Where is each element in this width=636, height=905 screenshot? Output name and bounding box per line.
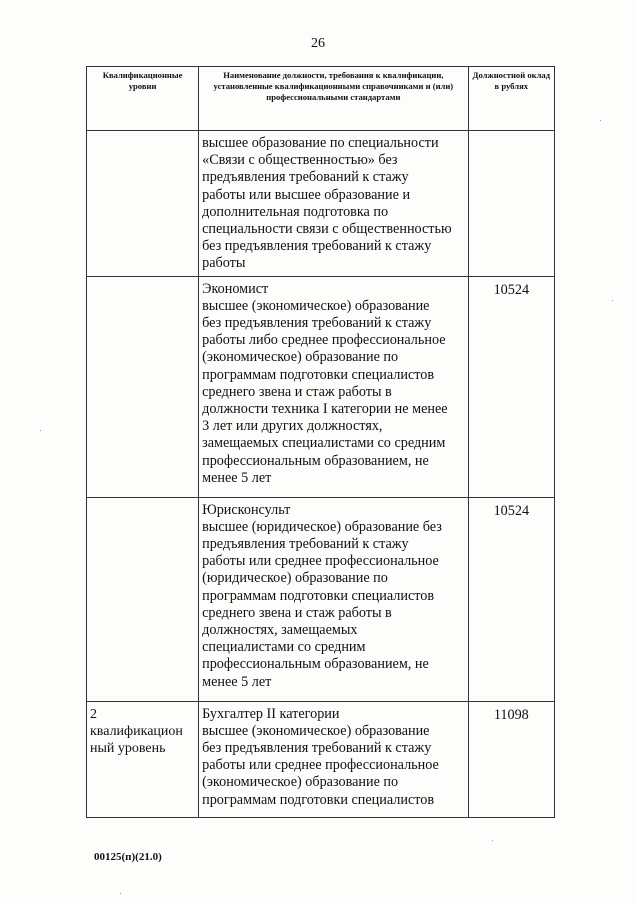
- scan-speck: [40, 430, 41, 431]
- salary-cell: [468, 131, 554, 277]
- salary-value: 10524: [493, 502, 530, 519]
- description-cell: Экономист высшее (экономическое) образование без предъявления требований к стажу работы либо среднее профессиональное (экономическое) образование по программам подготовки специалистов среднего звена и стаж работы в должности техника I категории не менее 3 лет или других должностях, замещаемых специалистами со средним профессиональным образованием, не менее 5 лет: [199, 276, 468, 497]
- header-position-requirements: Наименование должности, требования к квалификации, установленные квалификационными справочниками и (или) профессиональными стандартами: [199, 67, 468, 131]
- scan-speck: [492, 840, 493, 841]
- scan-speck: [612, 300, 613, 301]
- salary-value: [472, 135, 551, 136]
- description-cell: Юрисконсульт высшее (юридическое) образование без предъявления требований к стажу работы или среднее профессиональное (юридическое) образование по программам подготовки специалистов среднего звена и стаж работы в должностях, замещаемых специалистами со средним профессиональным образованием, не менее 5 лет: [199, 497, 468, 701]
- salary-value: 10524: [493, 281, 530, 298]
- salary-cell: [468, 701, 554, 817]
- salary-cell: [468, 497, 554, 701]
- table-row: [87, 701, 555, 817]
- document-code: 00125(п)(21.0): [94, 851, 162, 863]
- table-row: [87, 131, 555, 277]
- scan-speck: [600, 120, 601, 121]
- header-qualification-levels: Квалификационные уровни: [87, 67, 199, 131]
- table-row: [87, 497, 555, 701]
- header-salary: Должностной оклад в рублях: [468, 67, 554, 131]
- level-cell: [87, 497, 199, 701]
- level-cell: [87, 276, 199, 497]
- description-cell: высшее образование по специальности «Связи с общественностью» без предъявления требований к стажу работы или высшее образование и дополнительная подготовка по специальности связи с общественностью без предъявления требований к стажу работы: [199, 131, 468, 277]
- description-cell: Бухгалтер II категории высшее (экономическое) образование без предъявления требований к стажу работы или среднее профессиональное (экономическое) образование по программам подготовки специалистов: [199, 701, 468, 817]
- table-row: [87, 276, 555, 497]
- scan-speck: [120, 893, 121, 894]
- table-header-row: [87, 67, 555, 131]
- page-number: 26: [311, 36, 325, 51]
- salary-value: 11098: [493, 706, 529, 723]
- qualification-salary-table: [86, 66, 555, 818]
- level-cell: [87, 131, 199, 277]
- salary-cell: [468, 276, 554, 497]
- level-cell: 2 квалификацион ный уровень: [87, 701, 199, 817]
